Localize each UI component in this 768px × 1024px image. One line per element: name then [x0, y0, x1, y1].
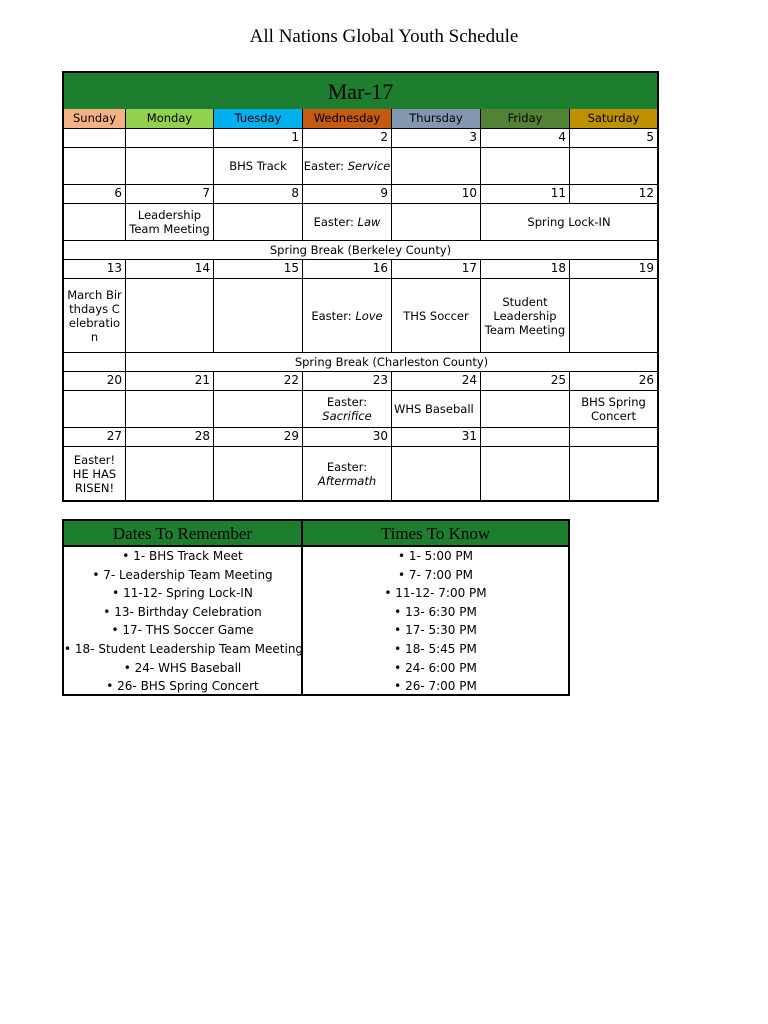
- date-number: 14: [126, 260, 214, 279]
- date-number: 27: [64, 428, 126, 447]
- event-cell: [570, 391, 657, 428]
- date-number: 5: [570, 129, 657, 148]
- event-label: Easter! HE HAS RISEN!: [72, 452, 117, 495]
- event-cell: [392, 447, 481, 500]
- date-number: 3: [392, 129, 481, 148]
- event-label: Leadership Team Meeting: [129, 208, 210, 236]
- event-cell: [64, 447, 126, 500]
- list-item: • 11-12- Spring Lock-IN: [64, 584, 301, 603]
- date-number: 21: [126, 372, 214, 391]
- event-cell: [303, 279, 392, 353]
- event-label: Easter: Love: [311, 308, 383, 323]
- date-number: 30: [303, 428, 392, 447]
- date-number: [126, 129, 214, 148]
- event-label: Spring Lock-IN: [527, 215, 611, 229]
- event-cell: [64, 148, 126, 185]
- date-number: 7: [126, 185, 214, 204]
- event-cell: [214, 279, 303, 353]
- dates-to-remember: [64, 521, 303, 694]
- date-number: 15: [214, 260, 303, 279]
- band-spacer: [64, 353, 126, 372]
- event-cell: [570, 148, 657, 185]
- event-cell: [481, 391, 570, 428]
- list-item: • 7- 7:00 PM: [303, 566, 568, 585]
- date-number: 17: [392, 260, 481, 279]
- date-number: 18: [481, 260, 570, 279]
- date-number: 22: [214, 372, 303, 391]
- day-header-sunday: Sunday: [64, 109, 126, 129]
- event-cell: [64, 204, 126, 241]
- calendar: [62, 71, 659, 502]
- day-header-monday: Monday: [126, 109, 214, 129]
- date-number: 1: [214, 129, 303, 148]
- dates-header: Dates To Remember: [64, 521, 301, 547]
- month-title: Mar-17: [64, 73, 657, 110]
- times-to-know: [303, 521, 568, 694]
- date-number: 12: [570, 185, 657, 204]
- event-label: Easter: Aftermath: [317, 459, 377, 488]
- event-cell: [481, 279, 570, 353]
- day-header-tuesday: Tuesday: [214, 109, 303, 129]
- list-item: • 18- 5:45 PM: [303, 640, 568, 659]
- list-item: • 17- 5:30 PM: [303, 621, 568, 640]
- event-cell: [214, 447, 303, 500]
- date-number: 29: [214, 428, 303, 447]
- times-header: Times To Know: [303, 521, 568, 547]
- event-cell: [392, 279, 481, 353]
- event-cell: [303, 204, 392, 241]
- date-number: 13: [64, 260, 126, 279]
- page-title: All Nations Global Youth Schedule: [249, 26, 519, 47]
- date-number: 23: [303, 372, 392, 391]
- event-cell: [570, 447, 657, 500]
- date-number: 24: [392, 372, 481, 391]
- list-item: • 17- THS Soccer Game: [64, 621, 301, 640]
- list-item: • 1- 5:00 PM: [303, 547, 568, 566]
- date-number: 19: [570, 260, 657, 279]
- event-label: THS Soccer: [403, 308, 469, 323]
- list-item: • 11-12- 7:00 PM: [303, 584, 568, 603]
- event-cell: [64, 279, 126, 353]
- day-header-wednesday: Wednesday: [303, 109, 392, 129]
- date-number: 20: [64, 372, 126, 391]
- event-cell: [214, 148, 303, 185]
- event-cell: [392, 391, 481, 428]
- event-cell: [481, 148, 570, 185]
- info-table: [62, 519, 570, 696]
- event-cell: [481, 447, 570, 500]
- date-number: 9: [303, 185, 392, 204]
- event-cell-spring-lock-in: [481, 204, 657, 241]
- spring-break-band: Spring Break (Charleston County): [126, 353, 657, 372]
- event-cell: [126, 279, 214, 353]
- date-number: 26: [570, 372, 657, 391]
- date-number: 11: [481, 185, 570, 204]
- event-cell: [303, 148, 392, 185]
- list-item: • 18- Student Leadership Team Meeting: [64, 640, 301, 659]
- date-number: [481, 428, 570, 447]
- list-item: • 13- Birthday Celebration: [64, 603, 301, 622]
- event-label: BHS Track: [229, 159, 287, 173]
- list-item: • 7- Leadership Team Meeting: [64, 566, 301, 585]
- event-label: WHS Baseball: [394, 402, 474, 416]
- event-cell: [392, 204, 481, 241]
- event-cell: [392, 148, 481, 185]
- event-cell: [303, 391, 392, 428]
- day-header-saturday: Saturday: [570, 109, 657, 129]
- date-number: [64, 129, 126, 148]
- event-cell: [64, 391, 126, 428]
- event-label: Student Leadership Team Meeting: [484, 294, 566, 337]
- event-cell: [126, 148, 214, 185]
- times-list: [303, 547, 568, 696]
- event-label: Easter: Law: [313, 215, 381, 229]
- list-item: • 13- 6:30 PM: [303, 603, 568, 622]
- date-number: [570, 428, 657, 447]
- day-header-friday: Friday: [481, 109, 570, 129]
- event-label: Easter: Service: [303, 159, 391, 173]
- date-number: 8: [214, 185, 303, 204]
- event-cell: [214, 204, 303, 241]
- date-number: 25: [481, 372, 570, 391]
- date-number: 2: [303, 129, 392, 148]
- date-number: 4: [481, 129, 570, 148]
- event-cell: [126, 447, 214, 500]
- date-number: 16: [303, 260, 392, 279]
- list-item: • 24- WHS Baseball: [64, 659, 301, 678]
- event-cell: [126, 204, 214, 241]
- spring-break-band: Spring Break (Berkeley County): [64, 241, 657, 260]
- event-cell: [303, 447, 392, 500]
- list-item: • 26- 7:00 PM: [303, 677, 568, 696]
- event-label: Easter: Sacrifice: [322, 395, 372, 423]
- date-number: 10: [392, 185, 481, 204]
- list-item: • 26- BHS Spring Concert: [64, 677, 301, 696]
- dates-list: [64, 547, 304, 696]
- date-number: 31: [392, 428, 481, 447]
- list-item: • 24- 6:00 PM: [303, 659, 568, 678]
- date-number: 28: [126, 428, 214, 447]
- event-cell: [570, 279, 657, 353]
- event-cell: [214, 391, 303, 428]
- date-number: 6: [64, 185, 126, 204]
- list-item: • 1- BHS Track Meet: [64, 547, 301, 566]
- day-header-thursday: Thursday: [392, 109, 481, 129]
- event-label: BHS Spring Concert: [581, 395, 646, 423]
- event-label: March Birthdays Celebration: [67, 287, 122, 344]
- event-cell: [126, 391, 214, 428]
